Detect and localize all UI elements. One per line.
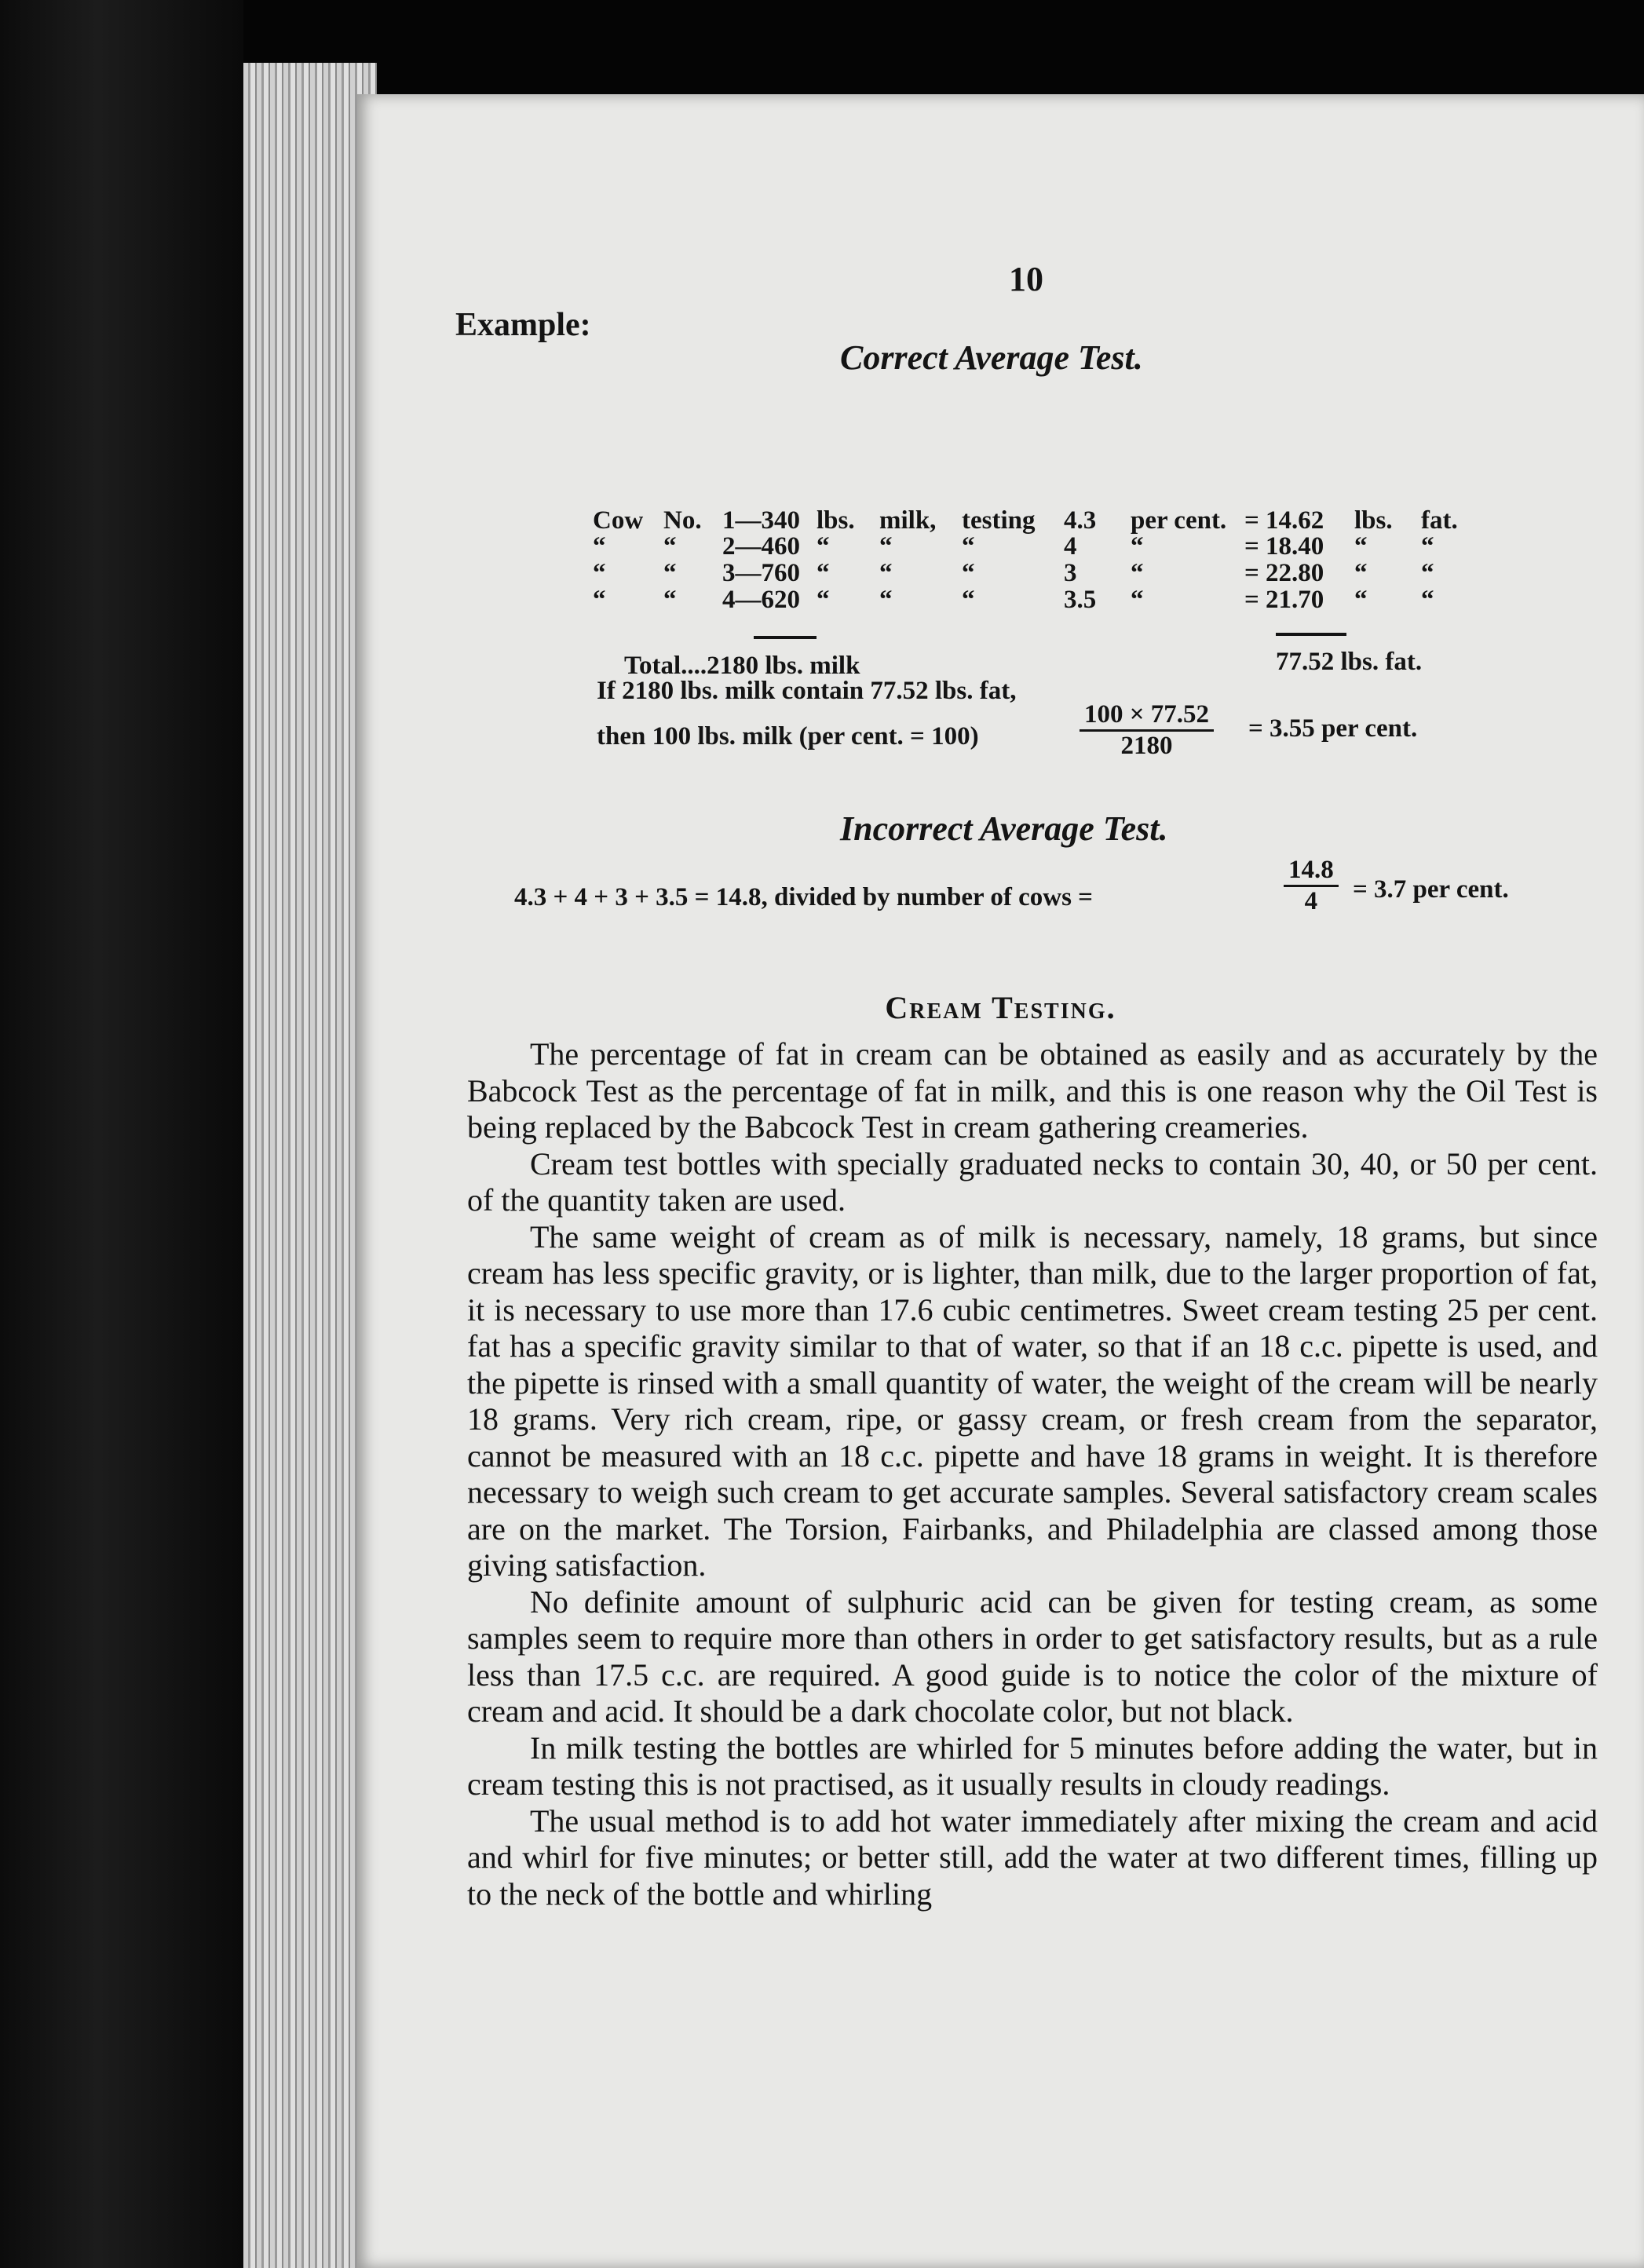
table-cell: “: [962, 559, 975, 587]
total-rule-left: [754, 636, 817, 639]
then-statement: then 100 lbs. milk (per cent. = 100): [597, 722, 979, 751]
fraction-numerator: 14.8: [1284, 856, 1339, 887]
paragraph: No definite amount of sulphuric acid can be given for testing cream, as some samples seem to require more than others in order to get satisfactory results, but as a rule less than 17.5 c.c. are required. A good guide is to notice the color of the mixture of cream and acid. It should be a dark chocolate color, but not black.: [467, 1583, 1598, 1729]
table-cell: = 14.62: [1244, 506, 1324, 535]
if-statement: If 2180 lbs. milk contain 77.52 lbs. fat,: [597, 677, 1017, 705]
table-cell: lbs.: [817, 506, 855, 535]
table-cell: No.: [663, 506, 702, 535]
table-cell: “: [593, 586, 606, 614]
table-cell: 4.3: [1064, 506, 1097, 535]
fraction-denominator: 2180: [1120, 732, 1173, 760]
table-cell: 3: [1064, 559, 1077, 587]
table-cell: “: [879, 586, 893, 614]
table-cell: “: [879, 559, 893, 587]
table-cell: “: [1131, 586, 1144, 614]
correct-average-heading: Correct Average Test.: [840, 338, 1143, 377]
table-cell: Cow: [593, 506, 644, 535]
table-cell: “: [1354, 559, 1368, 587]
total-rule-right: [1276, 633, 1346, 636]
incorrect-line: 4.3 + 4 + 3 + 3.5 = 14.8, divided by number of cows =: [514, 883, 1093, 911]
table-cell: = 21.70: [1244, 586, 1324, 614]
table-cell: 2—460: [722, 532, 800, 561]
paragraph: Cream test bottles with specially graduated necks to contain 30, 40, or 50 per cent. of the quantity taken are used.: [467, 1145, 1598, 1218]
table-cell: 4: [1064, 532, 1077, 561]
table-cell: “: [817, 586, 830, 614]
table-cell: “: [663, 586, 677, 614]
table-cell: “: [663, 559, 677, 587]
table-cell: 3—760: [722, 559, 800, 587]
table-cell: “: [1421, 586, 1434, 614]
table-cell: “: [1354, 586, 1368, 614]
incorrect-result: = 3.7 per cent.: [1353, 875, 1509, 904]
table-cell: “: [962, 532, 975, 561]
table-cell: “: [1421, 559, 1434, 587]
table-cell: “: [962, 586, 975, 614]
table-cell: “: [817, 532, 830, 561]
total-fat: 77.52 lbs. fat.: [1276, 648, 1423, 676]
incorrect-fraction: [1284, 856, 1339, 916]
correct-fraction: [1080, 700, 1214, 761]
paragraph: The percentage of fat in cream can be obtained as easily and as accurately by the Babcock Test as the percentage of fat in milk, and this is one reason why the Oil Test is being replaced by the Babcock Test in cream gathering creameries.: [467, 1036, 1598, 1145]
table-cell: fat.: [1421, 506, 1458, 535]
table-cell: testing: [962, 506, 1036, 535]
table-cell: “: [817, 559, 830, 587]
table-cell: “: [879, 532, 893, 561]
table-cell: “: [1131, 559, 1144, 587]
table-cell: = 18.40: [1244, 532, 1324, 561]
section-title: Cream Testing.: [885, 990, 1116, 1025]
example-label: Example:: [455, 307, 591, 343]
table-cell: 3.5: [1064, 586, 1097, 614]
table-cell: “: [1131, 532, 1144, 561]
book-page: [357, 94, 1644, 2268]
table-cell: lbs.: [1354, 506, 1393, 535]
fraction-numerator: 100 × 77.52: [1080, 700, 1214, 732]
table-cell: milk,: [879, 506, 937, 535]
table-cell: 1—340: [722, 506, 800, 535]
paragraph: The same weight of cream as of milk is necessary, namely, 18 grams, but since cream has less specific gravity, or is lighter, than milk, due to the larger proportion of fat, it is necessary to use more than 17.6 cubic centimetres. Sweet cream testing 25 per cent. fat has a specific gravity similar to that of water, so that if an 18 c.c. pipette is used, and the pipette is rinsed with a small quantity of water, the weight of the cream will be nearly 18 grams. Very rich cream, ripe, or gassy cream, or fresh cream from the separator, cannot be measured with an 18 c.c. pipette and have 18 grams in weight. It is therefore necessary to weigh such cream to get accurate samples. Several satisfactory cream scales are on the market. The Torsion, Fairbanks, and Philadelphia are classed among those giving satisfaction.: [467, 1218, 1598, 1583]
paragraph: The usual method is to add hot water immediately after mixing the cream and acid and whirl for five minutes; or better still, add the water at two different times, filling up to the neck of the bottle and whirling: [467, 1802, 1598, 1912]
correct-result: = 3.55 per cent.: [1248, 714, 1418, 743]
table-cell: “: [1421, 532, 1434, 561]
table-cell: “: [593, 532, 606, 561]
paragraph: In milk testing the bottles are whirled for 5 minutes before adding the water, but in cream testing this is not practised, as it usually results in cloudy readings.: [467, 1729, 1598, 1802]
table-cell: = 22.80: [1244, 559, 1324, 587]
scan-border-left: [0, 0, 243, 2268]
table-cell: “: [663, 532, 677, 561]
body-text: [467, 1036, 1598, 1912]
total-milk: Total....2180 lbs. milk: [624, 652, 860, 680]
table-cell: “: [1354, 532, 1368, 561]
page-number: 10: [1009, 260, 1043, 298]
table-cell: 4—620: [722, 586, 800, 614]
fraction-denominator: 4: [1304, 887, 1318, 915]
table-cell: per cent.: [1131, 506, 1227, 535]
table-cell: “: [593, 559, 606, 587]
incorrect-average-heading: Incorrect Average Test.: [840, 809, 1168, 848]
